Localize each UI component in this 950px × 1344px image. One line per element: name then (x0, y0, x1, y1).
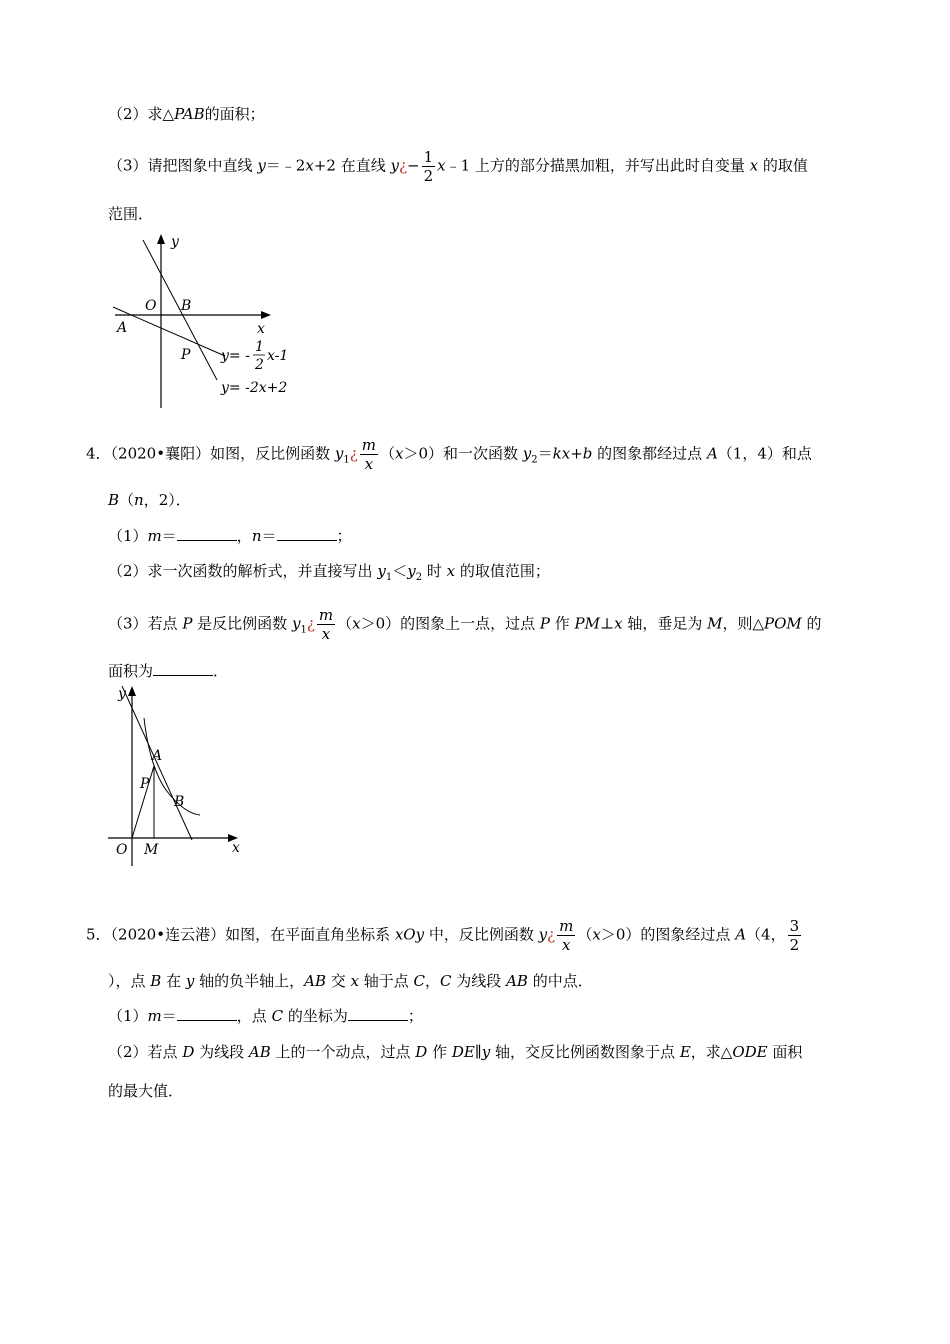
y-axis-arrow (128, 686, 136, 696)
fraction: $\frac{m}{x}$ (361, 436, 376, 473)
answer-blank (348, 1006, 408, 1021)
label-b: B (181, 298, 192, 314)
label-line1-prefix: y= - (221, 348, 250, 364)
label-line1-num: 1 (255, 339, 264, 355)
q5-part2: （2）若点 D 为线段 AB 上的一个动点，过点 D 作 DE∥y 轴，交反比例函数图象于点 E，求△ODE 面积 (108, 1043, 803, 1061)
fraction: $\frac{3}{2}$ (789, 917, 800, 954)
label-line2: y= -2x+2 (221, 380, 288, 396)
y-axis-arrow (157, 234, 165, 244)
q3-part2: （2）求△PAB的面积； (108, 105, 265, 123)
label-b: B (174, 794, 185, 810)
answer-blank (177, 1006, 237, 1021)
label-m: M (144, 842, 159, 858)
fraction: $\frac{m}{x}$ (559, 917, 574, 954)
q4-part3-cont: 面积为 ． (108, 662, 229, 680)
answer-blank (177, 526, 237, 541)
fraction: $\frac{1}{2}$ (423, 148, 434, 185)
label-y: y (171, 234, 179, 250)
hyperbola-curve (144, 718, 200, 815)
x-axis-arrow (261, 311, 271, 319)
label-x: x (232, 840, 240, 856)
q4-part3: （3）若点 P 是反比例函数 $y_1¿$ $\frac{m}{x}$ （x＞0）的图象上一点，过点 P 作 PM⊥x 轴，垂足为 M，则△POM 的 (108, 606, 822, 643)
q4-figure (100, 682, 250, 870)
label-line1-suffix: x-1 (267, 348, 289, 364)
label-p: P (181, 347, 191, 363)
line-y-neg-half-x-minus1 (113, 307, 225, 356)
answer-blank (277, 526, 337, 541)
label-a: A (117, 320, 128, 336)
label-a: A (152, 748, 163, 764)
q4-part1: （1）m＝ ，n＝ ； (108, 527, 352, 545)
q5-line2: ），点 B 在 y 轴的负半轴上，AB 交 x 轴于点 C，C 为线段 AB 的中点． (108, 972, 593, 990)
label-line1-den: 2 (255, 357, 264, 373)
label-x: x (257, 321, 265, 337)
q4-part2: （2）求一次函数的解析式，并直接写出 $y_1<y_2$ 时 x 的取值范围； (108, 562, 550, 583)
q5-line1: 5．（2020•连云港）如图，在平面直角坐标系 xOy 中，反比例函数 y¿ $\frac{m}{x}$ （x＞0）的图象经过点 A（4， $\frac{3}{2}$ (86, 917, 800, 954)
label-o: O (116, 842, 128, 858)
q3-part3: （3）请把图象中直线 y＝﹣2x+2 在直线 y¿− $\frac{1}{2}$ x﹣1 上方的部分描黑加粗，并写出此时自变量 x 的取值 (108, 148, 808, 185)
label-o: O (145, 298, 157, 314)
q5-part2-cont: 的最大值． (108, 1082, 184, 1100)
fraction: $\frac{m}{x}$ (318, 606, 334, 643)
q4-line2: B（n，2）． (108, 491, 191, 509)
answer-blank (153, 661, 213, 676)
label-y: y (118, 686, 126, 702)
q4-line1: 4．（2020•襄阳）如图，反比例函数 $y_1¿$ $\frac{m}{x}$ （x＞0）和一次函数 $y_2=kx+b$ 的图象都经过点 A（1，4）和点 (86, 436, 812, 473)
label-p: P (140, 776, 150, 792)
q3-figure (105, 232, 315, 412)
q3-part3-cont: 范围． (108, 205, 154, 223)
q5-part1: （1）m＝ ，点 C 的坐标为 ； (108, 1007, 423, 1025)
